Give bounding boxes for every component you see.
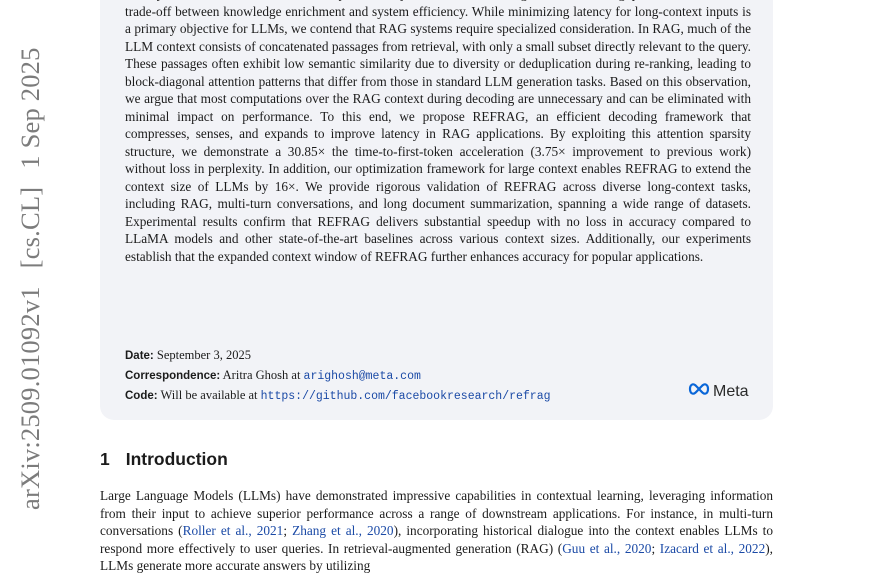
citation-separator: ; (283, 523, 293, 538)
section-heading (100, 449, 228, 470)
date-value: September 3, 2025 (156, 348, 251, 362)
meta-infinity-icon (688, 382, 710, 401)
arxiv-sidebar-stamp (15, 47, 46, 510)
paper-metadata (125, 346, 751, 407)
section-number: 1 (100, 449, 110, 469)
arxiv-category: [cs.CL] (15, 186, 45, 269)
meta-logo (688, 382, 749, 401)
date-label: Date: (125, 350, 154, 362)
abstract-text: trade-off between knowledge enrichment and system efficiency. While minimizing latency for long-context inputs is a primary objective for LLMs, we contend that RAG systems require specialized consideration. In RAG, much of the LLM context consists of concatenated passages from retrieval, with only a small subset directly relevant to the query. These passages often exhibit low semantic similarity due to diversity or deduplication during re-ranking, leading to block-diagonal attention patterns that differ from those in standard LLM generation tasks. Based on this observation, we argue that most computations over the RAG context during decoding are unnecessary and can be eliminated with minimal impact on performance. To this end, we propose REFRAG, an efficient decoding framework that compresses, senses, and expands to improve latency in RAG applications. By exploiting this attention sparsity structure, we demonstrate a 30.85× the time-to-first-token acceleration (3.75× improvement to previous work) without loss in perplexity. In addition, our optimization framework for large context enables REFRAG to extend the context size of LLMs by 16×. We provide rigorous validation of REFRAG across diverse long-context tasks, including RAG, multi-turn conversations, and long document summarization, spanning a wide range of datasets. Experimental results confirm that REFRAG delivers substantial speedup with no loss in accuracy compared to LLaMA models and other state-of-the-art baselines across various context sizes. Additionally, our experiments establish that the expanded context window of REFRAG further enhances accuracy for popular applications. (125, 3, 751, 264)
citation-separator: ; (651, 540, 660, 556)
code-label: Code: (125, 390, 158, 402)
code-line (125, 386, 751, 407)
arxiv-date: 1 Sep 2025 (15, 47, 45, 169)
correspondence-line (125, 366, 751, 387)
code-text: Will be available at (160, 388, 258, 402)
citation-guu[interactable]: Guu et al., 2020 (562, 540, 652, 556)
date-line (125, 346, 751, 366)
citation-roller[interactable]: Roller et al., 2021 (182, 523, 284, 538)
citation-izacard[interactable]: Izacard et al., 2022 (659, 540, 766, 556)
correspondence-email-link[interactable]: arighosh@meta.com (303, 369, 421, 383)
arxiv-id: arXiv:2509.01092v1 (15, 286, 45, 510)
correspondence-label: Correspondence: (125, 369, 221, 382)
intro-paragraph (100, 487, 773, 575)
citation-zhang[interactable]: Zhang et al., 2020 (292, 523, 394, 538)
correspondence-name: Aritra Ghosh at (222, 367, 301, 382)
code-url-link[interactable]: https://github.com/facebookresearch/refrag (260, 390, 551, 403)
section-title: Introduction (125, 449, 228, 469)
meta-logo-text: Meta (713, 382, 749, 400)
intro-text-part-3: ), LLMs generate more accurate answers by utilizing (100, 540, 773, 573)
intro-text-part-2: ), incorporating historical dialogue into the context enables LLMs to respond more effectively to user queries. In retrieval-augmented generation (RAG) ( (100, 523, 773, 556)
intro-text-part-1: Large Language Models (LLMs) have demonstrated impressive capabilities in contextual learning, leveraging information from their input to achieve superior performance across a range of downstream applications. For instance, in multi-turn conversations ( (100, 488, 773, 538)
